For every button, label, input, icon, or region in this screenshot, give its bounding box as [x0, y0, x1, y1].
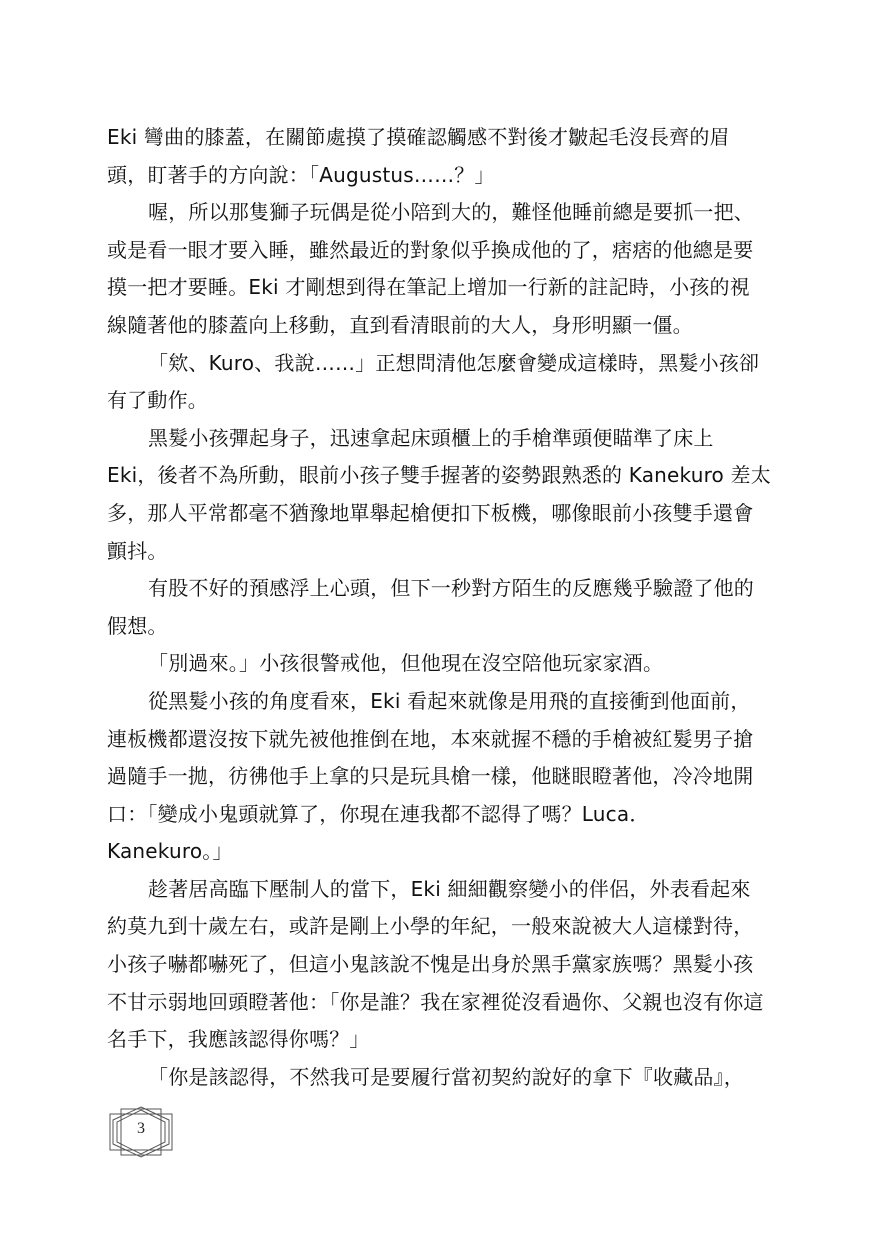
text-line: 趁著居高臨下壓制人的當下，Eki 細細觀察變小的伴侶，外表看起來	[148, 876, 751, 901]
text-line: 名手下，我應該認得你嗎？」	[107, 1027, 370, 1052]
document-body	[107, 119, 787, 1096]
text-line: 不甘示弱地回頭瞪著他：「你是誰？我在家裡從沒看過你、父親也沒有你這	[107, 989, 764, 1014]
text-line: 有了動作。	[107, 388, 208, 413]
text-line: 約莫九到十歲左右，或許是剛上小學的年紀，一般來說被大人這樣對待，	[107, 914, 754, 939]
text-line: 顫抖。	[107, 538, 168, 563]
text-line: 多，那人平常都毫不猶豫地單舉起槍便扣下板機，哪像眼前小孩雙手還會	[107, 500, 754, 525]
text-line: 頭，盯著手的方向說：「Augustus……？」	[107, 162, 495, 187]
text-line: 喔，所以那隻獅子玩偶是從小陪到大的，難怪他睡前總是要抓一把、	[148, 200, 754, 225]
text-line: 「別過來。」小孩很警戒他，但他現在沒空陪他玩家家酒。	[148, 651, 664, 676]
text-line: 黑髮小孩彈起身子，迅速拿起床頭櫃上的手槍準頭便瞄準了床上	[148, 425, 714, 450]
text-line: 從黑髮小孩的角度看來，Eki 看起來就像是用飛的直接衝到他面前，	[148, 688, 751, 713]
text-line: Eki 彎曲的膝蓋，在關節處摸了摸確認觸感不對後才皺起毛沒長齊的眉	[107, 125, 730, 149]
text-line: 或是看一眼才要入睡，雖然最近的對象似乎換成他的了，痞痞的他總是要	[107, 237, 754, 262]
text-line: 「你是該認得，不然我可是要履行當初契約說好的拿下『收藏品』，	[148, 1064, 744, 1089]
text-line: 過隨手一拋，彷彿他手上拿的只是玩具槍一樣，他瞇眼瞪著他，冷冷地開	[107, 764, 754, 789]
text-line: 「欸、Kuro、我說……」正想問清他怎麼會變成這樣時，黑髮小孩卻	[148, 350, 760, 375]
text-line: Kanekuro。」	[107, 839, 233, 864]
text-line: 假想。	[107, 613, 168, 638]
text-line: 線隨著他的膝蓋向上移動，直到看清眼前的大人，身形明顯一僵。	[107, 312, 693, 337]
text-line: 口：「變成小鬼頭就算了，你現在連我都不認得了嗎？Luca．	[107, 801, 650, 826]
text-line: 小孩子嚇都嚇死了，但這小鬼該說不愧是出身於黑手黨家族嗎？黑髮小孩	[107, 952, 754, 977]
page-number-badge	[108, 1106, 174, 1158]
page-number: 3	[137, 1120, 145, 1137]
text-line: 有股不好的預感浮上心頭，但下一秒對方陌生的反應幾乎驗證了他的	[148, 576, 754, 601]
text-line: 連板機都還沒按下就先被他推倒在地，本來就握不穩的手槍被紅髮男子搶	[107, 726, 754, 751]
text-line: Eki，後者不為所動，眼前小孩子雙手握著的姿勢跟熟悉的 Kanekuro 差太	[107, 463, 771, 488]
text-line: 摸一把才要睡。Eki 才剛想到得在筆記上增加一行新的註記時，小孩的視	[107, 275, 750, 300]
